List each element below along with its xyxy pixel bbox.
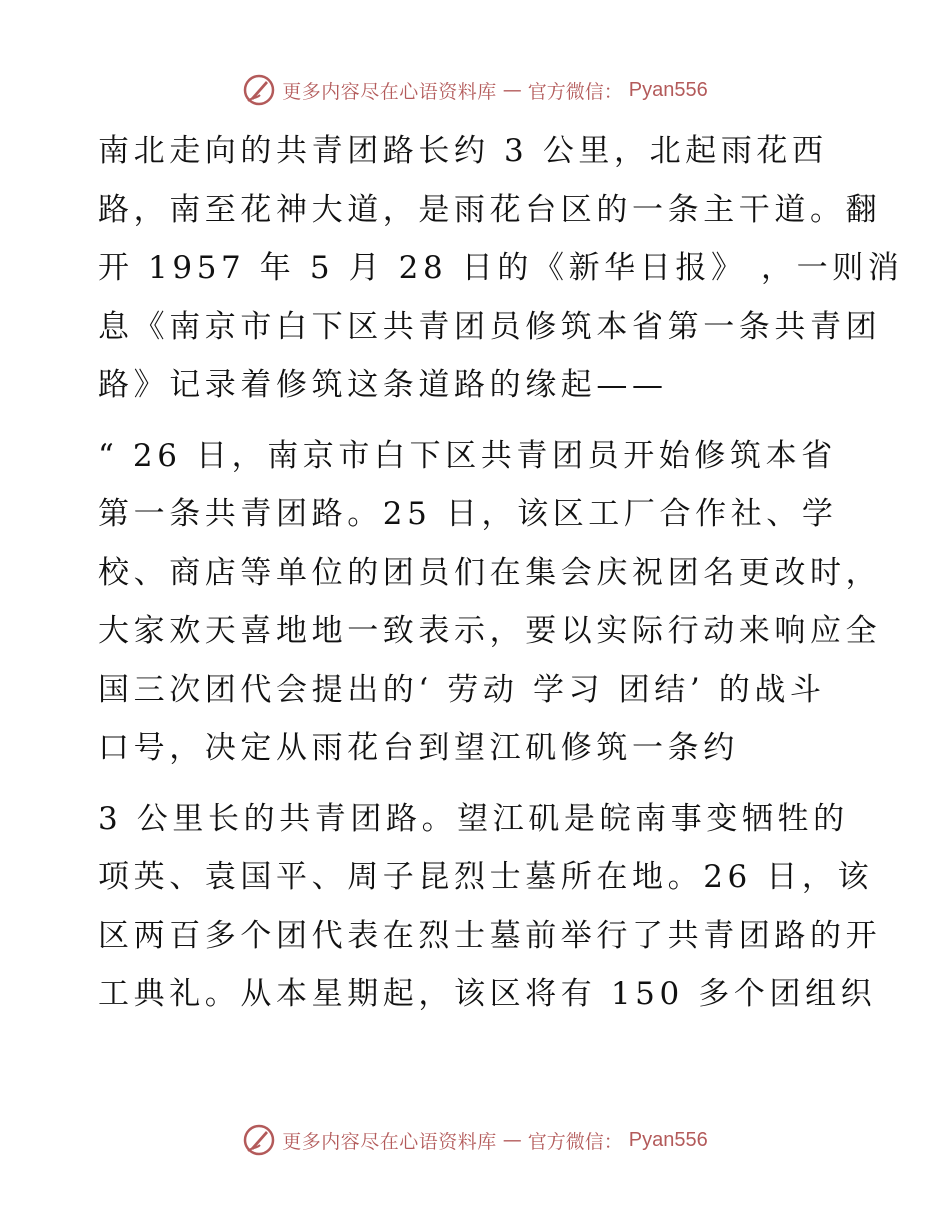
text-line: 息《南京市白下区共青团员修筑本省第一条共青团 xyxy=(98,308,882,345)
paragraph-3 xyxy=(98,790,882,1024)
text-line: 南北走向的共青团路长约 3 公里，北起雨花西 xyxy=(98,133,828,169)
text-line: 路，南至花神大道，是雨花台区的一条主干道。翻 xyxy=(98,191,882,228)
text-line: 国三次团代会提出的‘ 劳动 学习 团结’ 的战斗 xyxy=(98,671,826,708)
text-line: 校、商店等单位的团员们在集会庆祝团名更改时， xyxy=(98,554,882,591)
watermark-separator: — xyxy=(502,79,522,101)
text-line: 项英、袁国平、周子昆烈士墓所在地。26 日，该 xyxy=(98,859,874,895)
paragraph-1 xyxy=(98,122,904,415)
watermark-site-text: 更多内容尽在心语资料库 xyxy=(282,1130,497,1153)
text-line: 工典礼。从本星期起，该区将有 150 多个团组织 xyxy=(98,976,877,1012)
text-line: 区两百多个团代表在烈士墓前举行了共青团路的开 xyxy=(98,917,882,954)
watermark-handle: Pyan556 xyxy=(628,1128,708,1151)
watermark-official-label: 官方微信： xyxy=(527,80,623,103)
header-watermark xyxy=(0,70,950,110)
watermark-separator: — xyxy=(502,1129,522,1151)
text-line: 3 公里长的共青团路。望江矶是皖南事变牺牲的 xyxy=(98,800,849,837)
watermark-handle: Pyan556 xyxy=(628,78,708,101)
quill-logo-icon xyxy=(242,73,276,107)
text-line: 路》记录着修筑这条道路的缘起—— xyxy=(98,367,668,403)
paragraph-2 xyxy=(98,427,882,778)
text-line: “ 26 日，南京市白下区共青团员开始修筑本省 xyxy=(98,437,837,474)
quill-logo-icon xyxy=(242,1123,276,1157)
footer-watermark xyxy=(0,1120,950,1160)
watermark-official-label: 官方微信： xyxy=(527,1130,623,1153)
text-line: 开 1957 年 5 月 28 日的《新华日报》 ，一则消 xyxy=(98,250,904,286)
text-line: 第一条共青团路。25 日，该区工厂合作社、学 xyxy=(98,496,838,532)
watermark-site-text: 更多内容尽在心语资料库 xyxy=(282,80,497,103)
document-body xyxy=(98,122,904,1024)
text-line: 大家欢天喜地地一致表示，要以实际行动来响应全 xyxy=(98,613,882,649)
text-line: 口号，决定从雨花台到望江矶修筑一条约 xyxy=(98,730,739,766)
